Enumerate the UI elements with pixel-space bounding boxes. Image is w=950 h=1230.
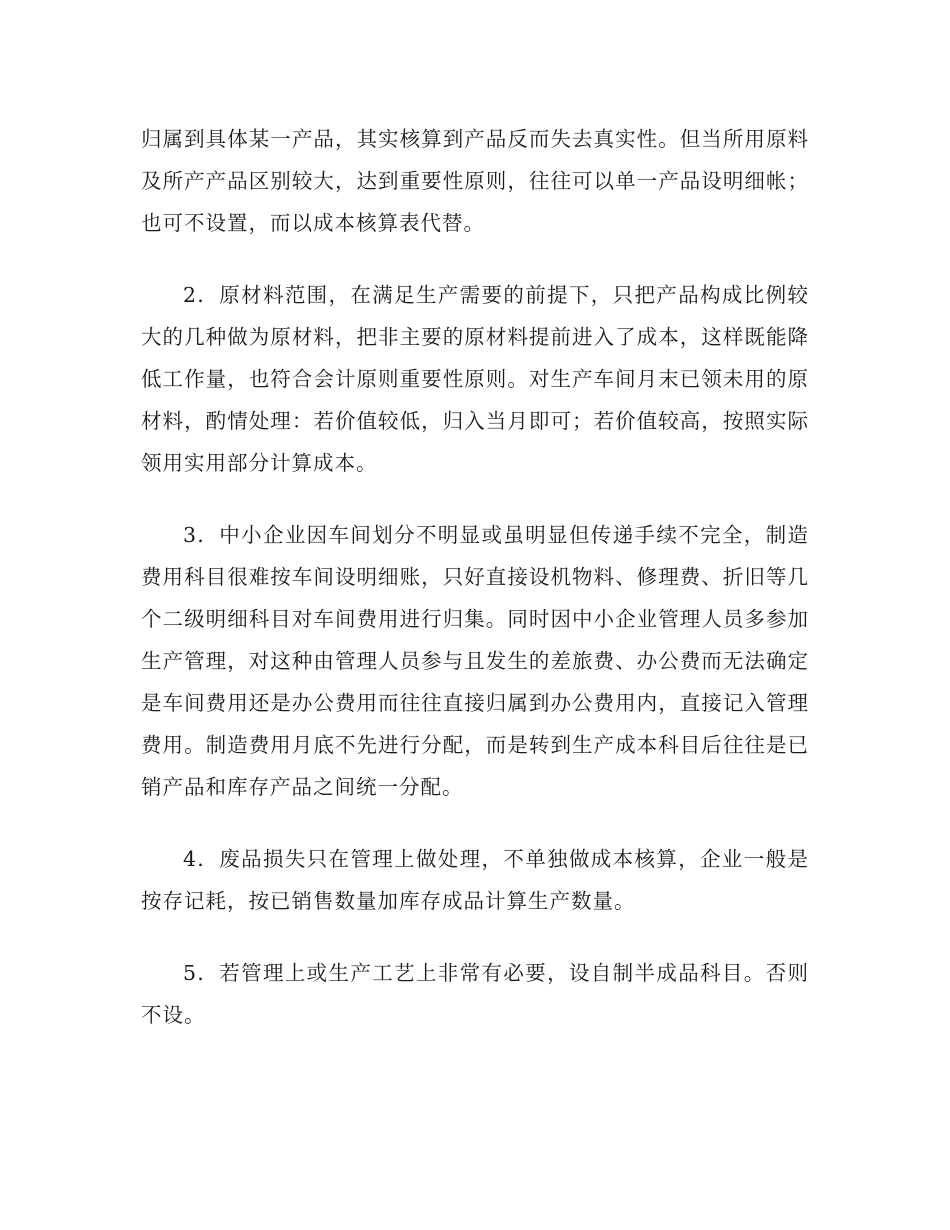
- paragraph-item-2: 2．原材料范围，在满足生产需要的前提下，只把产品构成比例较大的几种做为原材料，把非主要的原材料提前进入了成本，这样既能降低工作量，也符合会计原则重要性原则。对生产车间月末已领未用的原材料，酌情处理：若价值较低，归入当月即可；若价值较高，按照实际领用实用部分计算成本。: [141, 283, 809, 475]
- paragraph-item-4: 4．废品损失只在管理上做处理，不单独做成本核算，企业一般是按存记耗，按已销售数量加库存成品计算生产数量。: [141, 847, 809, 913]
- paragraph-continuation: 归属到具体某一产品，其实核算到产品反而失去真实性。但当所用原料及所产产品区别较大，达到重要性原则，往往可以单一产品设明细帐；也可不设置，而以成本核算表代替。: [141, 127, 809, 235]
- paragraph-item-5: 5．若管理上或生产工艺上非常有必要，设自制半成品科目。否则不设。: [141, 961, 809, 1027]
- document-body: [141, 118, 809, 1036]
- paragraph-item-3: 3．中小企业因车间划分不明显或虽明显但传递手续不完全，制造费用科目很难按车间设明细账，只好直接设机物料、修理费、折旧等几个二级明细科目对车间费用进行归集。同时因中小企业管理人员多参加生产管理，对这种由管理人员参与且发生的差旅费、办公费而无法确定是车间费用还是办公费用而往往直接归属到办公费用内，直接记入管理费用。制造费用月底不先进行分配，而是转到生产成本科目后往往是已销产品和库存产品之间统一分配。: [141, 523, 809, 799]
